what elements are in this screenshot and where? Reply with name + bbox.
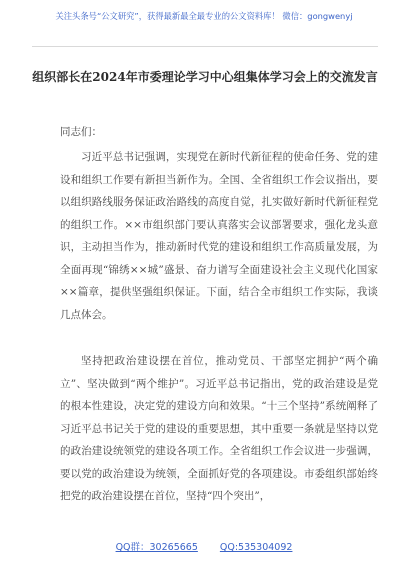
qq-group-link[interactable]: QQ群：30265665 [115,542,198,553]
header-divider [32,46,378,47]
salutation: 同志们： [60,126,102,138]
contact-footer [0,539,408,553]
qq-contact-link[interactable]: QQ:535304092 [219,542,293,553]
paragraph-intro: 习近平总书记强调，实现党在新时代新征程的使命任务、党的建设和组织工作要有新担当新作为。全国、全省组织工作会议指出，要以组织路线服务保证政治路线的高度自觉，扎实做好新时代新征程党的组织工作。××市组织部门要认真落实会议部署要求，强化龙头意识，主动担当作为，推动新时代党的建设和组织工作高质量发展，为全面再现“锦绣××城”盛景、奋力谱写全面建设社会主义现代化国家××篇章，提供坚强组织保证。下面，结合全市组织工作实际，我谈几点体会。 [60,151,378,321]
paragraph-political-building: 坚持把政治建设摆在首位，推动党员、干部坚定拥护“两个确立”、坚决做到“两个维护”。习近平总书记指出，党的政治建设是党的根本性建设，决定党的建设方向和效果。“十三个坚持”系统阐释了习近平总书记关于党的建设的重要思想，其中重要一条就是坚持以党的政治建设统领党的建设各项工作。全省组织工作会议进一步强调，要以党的政治建设为统领，全面抓好党的各项建设。市委组织部始终把党的政治建设摆在首位，坚持“四个突出”， [60,355,378,502]
promo-header: 关注头条号“公文研究”，获得最新最全最专业的公文资料库！ 微信：gongwenyj [55,11,353,21]
document-title: 组织部长在2024年市委理论学习中心组集体学习会上的交流发言 [32,70,378,84]
